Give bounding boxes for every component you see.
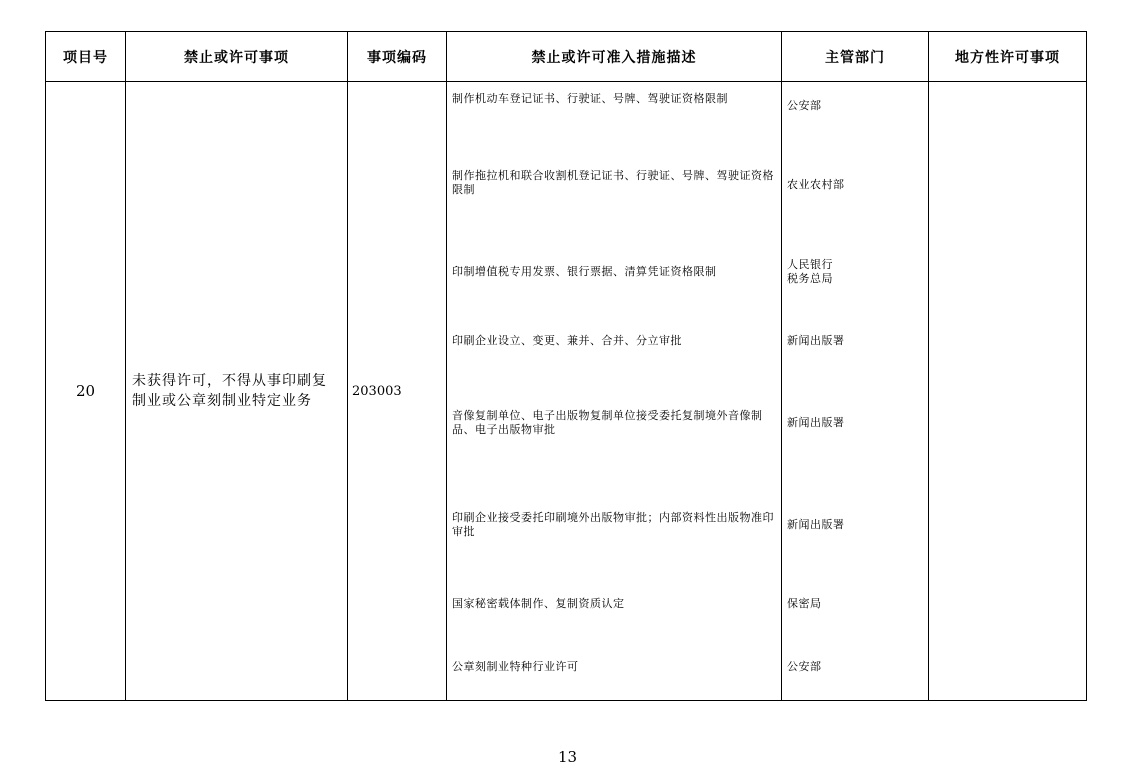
header-measure-desc: 禁止或许可准入措施描述 — [447, 32, 782, 82]
measure-desc: 制作拖拉机和联合收割机登记证书、行驶证、号牌、驾驶证资格限制 — [452, 169, 774, 196]
page-number: 13 — [557, 748, 578, 766]
permit-table — [45, 31, 1087, 701]
header-item: 禁止或许可事项 — [126, 32, 348, 82]
row-item: 未获得许可，不得从事印刷复制业或公章刻制业特定业务 — [126, 82, 348, 701]
department: 公安部 — [787, 660, 822, 673]
measure-desc: 公章刻制业特种行业许可 — [452, 660, 579, 673]
measure-desc: 制作机动车登记证书、行驶证、号牌、驾驶证资格限制 — [452, 92, 728, 105]
header-item-no: 项目号 — [46, 32, 126, 82]
department-column — [782, 82, 929, 701]
measure-desc-column — [447, 82, 782, 701]
measure-desc: 国家秘密载体制作、复制资质认定 — [452, 597, 625, 610]
row-local-permit — [929, 82, 1087, 701]
department: 新闻出版署 — [787, 416, 845, 429]
department: 公安部 — [787, 99, 822, 112]
row-item-code: 203003 — [348, 82, 447, 701]
header-department: 主管部门 — [782, 32, 929, 82]
department: 新闻出版署 — [787, 334, 845, 347]
measure-desc: 印刷企业接受委托印刷境外出版物审批；内部资料性出版物准印审批 — [452, 511, 774, 538]
measure-desc: 印制增值税专用发票、银行票据、清算凭证资格限制 — [452, 265, 717, 278]
table-header-row — [46, 32, 1087, 82]
department: 保密局 — [787, 597, 822, 610]
header-local-permit: 地方性许可事项 — [929, 32, 1087, 82]
measure-desc: 印刷企业设立、变更、兼并、合并、分立审批 — [452, 334, 682, 347]
department: 农业农村部 — [787, 178, 845, 191]
table-row — [46, 82, 1087, 701]
department: 新闻出版署 — [787, 518, 845, 531]
measure-desc: 音像复制单位、电子出版物复制单位接受委托复制境外音像制品、电子出版物审批 — [452, 409, 763, 436]
row-item-no: 20 — [46, 82, 126, 701]
department: 人民银行 税务总局 — [787, 258, 833, 285]
header-item-code: 事项编码 — [348, 32, 447, 82]
